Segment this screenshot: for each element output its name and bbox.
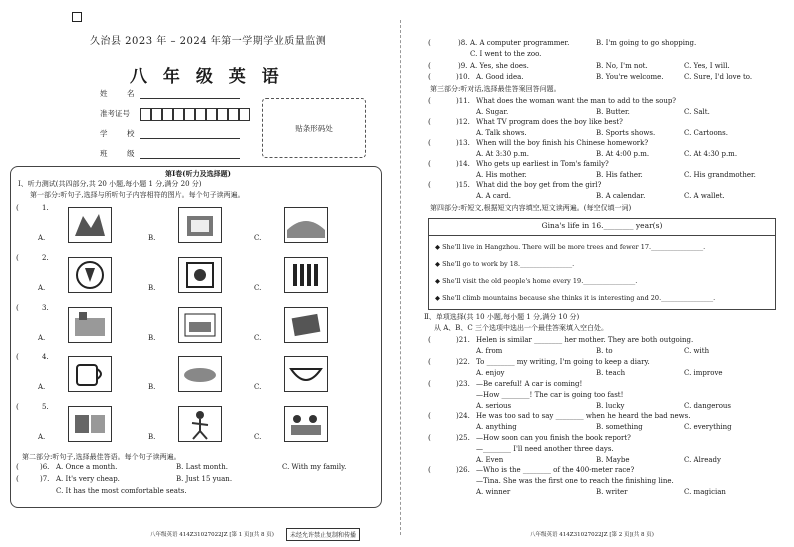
q4-option-b-label: B.: [148, 383, 156, 391]
part3-instruction: 第三部分:听对话,选择最佳答案回答问题。: [430, 85, 561, 93]
q23-option-c: C. dangerous: [684, 402, 732, 410]
q13-option-c: C. At 4:30 p.m.: [684, 150, 738, 158]
q12-answer-slot[interactable]: (: [428, 117, 431, 126]
q10-option-c: C. Sure, I'd love to.: [684, 73, 753, 81]
q23-option-b: B. lucky: [596, 402, 625, 410]
q4-option-a-picture[interactable]: [68, 356, 112, 392]
q3-option-a-label: A.: [38, 334, 46, 342]
q8-answer-slot[interactable]: (: [428, 38, 431, 47]
q24-option-a: A. anything: [476, 423, 517, 431]
q9-option-a: A. Yes, she does.: [470, 62, 529, 70]
q5-option-b-picture[interactable]: [178, 406, 222, 442]
q11-number: )11.: [456, 97, 470, 105]
q22-option-c: C. improve: [684, 369, 723, 377]
q4-option-a-label: A.: [38, 383, 46, 391]
q21-option-a: A. from: [476, 347, 503, 355]
q11-option-b: B. Butter.: [596, 108, 630, 116]
story-line-20: ◆ She'll climb mountains because she thinks it is interesting and 20.________________.: [435, 294, 716, 302]
q10-answer-slot[interactable]: (: [428, 72, 431, 81]
q6-number: )6.: [40, 463, 50, 471]
q6-option-b: B. Last month.: [176, 463, 228, 471]
q14-option-b: B. His father.: [596, 171, 643, 179]
q23-reply: —How ________! The car is going too fast!: [476, 391, 624, 399]
q15-question: What did the boy get from the girl?: [476, 181, 602, 189]
left-footer: 八年级英语 414Z31027022JZ [第 1 页](共 8 页): [150, 532, 274, 538]
story-title: Gina's life in 16.________ year(s): [541, 221, 663, 230]
exam-title: 久治县 2023 年 – 2024 年第一学期学业质量监测: [90, 36, 327, 47]
q12-number: )12.: [456, 118, 470, 126]
class-label: 班 级: [100, 149, 141, 158]
q9-answer-slot[interactable]: (: [428, 61, 431, 70]
q1-option-b-picture[interactable]: [178, 207, 222, 243]
q22-option-a: A. enjoy: [476, 369, 505, 377]
q23-answer-slot[interactable]: (: [428, 379, 431, 388]
q21-option-b: B. to: [596, 347, 613, 355]
q22-option-b: B. teach: [596, 369, 626, 377]
section2-instruction: 从 A、B、C 三个选项中选出一个最佳答案填入空白处。: [434, 324, 609, 332]
q24-option-b: B. something: [596, 423, 643, 431]
subject-title: 八 年 级 英 语: [130, 67, 284, 87]
q9-option-c: C. Yes, I will.: [684, 62, 730, 70]
q2-option-a-label: A.: [38, 284, 46, 292]
q5-option-b-label: B.: [148, 433, 156, 441]
q1-option-c-label: C.: [254, 234, 262, 242]
q15-answer-slot[interactable]: (: [428, 180, 431, 189]
q2-option-c-picture[interactable]: [284, 257, 328, 293]
q6-option-a: A. Once a month.: [56, 463, 118, 471]
q26-answer-slot[interactable]: (: [428, 465, 431, 474]
page-fold-line: [400, 20, 402, 535]
q26-reply: —Tina. She was the first one to reach the finishing line.: [476, 477, 674, 485]
part1-instruction: 第一部分:听句子,选择与所听句子内容相符的图片。每个句子读两遍。: [30, 191, 245, 199]
q15-option-a: A. A card.: [476, 192, 511, 200]
q26-option-b: B. writer: [596, 488, 628, 496]
q7-answer-slot[interactable]: (: [16, 474, 19, 483]
q11-option-c: C. Salt.: [684, 108, 710, 116]
q23-number: )23.: [456, 380, 470, 388]
q22-answer-slot[interactable]: (: [428, 357, 431, 366]
q12-option-a: A. Talk shows.: [476, 129, 527, 137]
q15-option-c: C. A wallet.: [684, 192, 725, 200]
q21-number: )21.: [456, 336, 470, 344]
q21-answer-slot[interactable]: (: [428, 335, 431, 344]
q7-option-b: B. Just 15 yuan.: [176, 475, 233, 483]
q1-option-c-picture[interactable]: [284, 207, 328, 243]
q3-option-a-picture[interactable]: [68, 307, 112, 343]
story-line-19: ◆ She'll visit the old people's home every 19.________________.: [435, 277, 638, 285]
q1-answer-slot[interactable]: (: [16, 203, 19, 212]
q23-question: —Be careful! A car is coming!: [476, 380, 583, 388]
q5-option-a-picture[interactable]: [68, 406, 112, 442]
q5-option-c-picture[interactable]: [284, 406, 328, 442]
q26-option-c: C. magician: [684, 488, 726, 496]
q8-option-c: C. I went to the zoo.: [470, 50, 542, 58]
story-fill-box: [428, 218, 776, 310]
q25-option-c: C. Already: [684, 456, 721, 464]
q14-question: Who gets up earliest in Tom's family?: [476, 160, 609, 168]
part4-instruction: 第四部分:听短文,根据短文内容填空,短文读两遍。(每空仅填一词): [430, 204, 632, 212]
class-field[interactable]: [140, 158, 240, 159]
q9-option-b: B. No, I'm not.: [596, 62, 648, 70]
copyright-stamp: 未经允许禁止复制和传播: [286, 528, 360, 541]
q3-answer-slot[interactable]: (: [16, 303, 19, 312]
q14-number: )14.: [456, 160, 470, 168]
q4-answer-slot[interactable]: (: [16, 352, 19, 361]
q3-option-c-picture[interactable]: [284, 307, 328, 343]
story-line-18: ◆ She'll go to work by 18.________________.: [435, 260, 575, 268]
q7-option-c: C. It has the most comfortable seats.: [56, 487, 187, 495]
section2-header: Ⅱ、单项选择(共 10 小题,每小题 1 分,满分 10 分): [424, 313, 580, 321]
q2-number: 2.: [42, 254, 49, 262]
story-line-17: ◆ She'll live in Hangzhou. There will be more trees and fewer 17.________________.: [435, 243, 706, 251]
q21-option-c: C. with: [684, 347, 710, 355]
q2-option-c-label: C.: [254, 284, 262, 292]
q24-option-c: C. everything: [684, 423, 732, 431]
q2-option-a-picture[interactable]: [68, 257, 112, 293]
q25-option-b: B. Maybe: [596, 456, 630, 464]
q3-number: 3.: [42, 304, 49, 312]
q24-answer-slot[interactable]: (: [428, 411, 431, 420]
q12-option-c: C. Cartoons.: [684, 129, 728, 137]
q3-option-b-label: B.: [148, 334, 156, 342]
q22-number: )22.: [456, 358, 470, 366]
q5-option-a-label: A.: [38, 433, 46, 441]
q6-answer-slot[interactable]: (: [16, 462, 19, 471]
q11-answer-slot[interactable]: (: [428, 96, 431, 105]
part2-instruction: 第二部分:听句子,选择最佳答语。每个句子读两遍。: [22, 453, 181, 461]
q10-option-b: B. You're welcome.: [596, 73, 664, 81]
q8-option-b: B. I'm going to go shopping.: [596, 39, 697, 47]
q23-option-a: A. serious: [476, 402, 512, 410]
q2-option-b-picture[interactable]: [178, 257, 222, 293]
registration-mark: [72, 12, 82, 22]
school-field[interactable]: [140, 138, 240, 139]
q15-number: )15.: [456, 181, 470, 189]
q25-number: )25.: [456, 434, 470, 442]
q3-option-c-label: C.: [254, 334, 262, 342]
q13-answer-slot[interactable]: (: [428, 138, 431, 147]
q5-number: 5.: [42, 403, 49, 411]
listening-header: Ⅰ、听力测试(共四部分,共 20 小题,每小题 1 分,满分 20 分): [18, 180, 202, 188]
q8-number: )8.: [458, 39, 468, 47]
q14-option-a: A. His mother.: [476, 171, 527, 179]
q3-option-b-picture[interactable]: [178, 307, 222, 343]
q21-question: Helen is similar ________ her mother. They are both outgoing.: [476, 336, 694, 344]
q26-option-a: A. winner: [476, 488, 511, 496]
q13-option-b: B. At 4:00 p.m.: [596, 150, 650, 158]
q1-number: 1.: [42, 204, 49, 212]
section1-title: 第Ⅰ卷(听力及选择题): [165, 169, 231, 178]
q4-option-c-picture[interactable]: [284, 356, 328, 392]
q4-option-b-picture[interactable]: [178, 356, 222, 392]
q26-number: )26.: [456, 466, 470, 474]
q13-option-a: A. At 3:30 p.m.: [476, 150, 529, 158]
q4-number: 4.: [42, 353, 49, 361]
exam-number-label: 准考证号: [100, 109, 130, 118]
q11-question: What does the woman want the man to add to the soup?: [476, 97, 677, 105]
q24-number: )24.: [456, 412, 470, 420]
q4-option-c-label: C.: [254, 383, 262, 391]
q12-option-b: B. Sports shows.: [596, 129, 656, 137]
q10-option-a: A. Good idea.: [476, 73, 524, 81]
q12-question: What TV program does the boy like best?: [476, 118, 623, 126]
q1-option-b-label: B.: [148, 234, 156, 242]
q6-option-c: C. With my family.: [282, 463, 347, 471]
q25-reply: —________ I'll need another three days.: [476, 445, 614, 453]
q5-answer-slot[interactable]: (: [16, 402, 19, 411]
q1-option-a-label: A.: [38, 234, 46, 242]
name-field[interactable]: [140, 98, 240, 99]
exam-number-boxes[interactable]: [140, 108, 250, 121]
q26-question: —Who is the ________ of the 400-meter race?: [476, 466, 635, 474]
q14-option-c: C. His grandmother.: [684, 171, 756, 179]
school-label: 学 校: [100, 129, 141, 138]
q7-number: )7.: [40, 475, 50, 483]
q10-number: )10.: [456, 73, 470, 81]
q2-answer-slot[interactable]: (: [16, 253, 19, 262]
q24-question: He was too sad to say ________ when he heard the bad news.: [476, 412, 691, 420]
q5-option-c-label: C.: [254, 433, 262, 441]
q7-option-a: A. It's very cheap.: [56, 475, 120, 483]
q2-option-b-label: B.: [148, 284, 156, 292]
q9-number: )9.: [458, 62, 468, 70]
q25-question: —How soon can you finish the book report?: [476, 434, 631, 442]
q8-option-a: A. A computer programmer.: [470, 39, 570, 47]
q15-option-b: B. A calendar.: [596, 192, 646, 200]
q25-option-a: A. Even: [476, 456, 504, 464]
q14-answer-slot[interactable]: (: [428, 159, 431, 168]
right-footer: 八年级英语 414Z31027022JZ [第 2 页](共 8 页): [530, 532, 654, 538]
q22-question: To ________ my writing, I'm going to keep a diary.: [476, 358, 650, 366]
q25-answer-slot[interactable]: (: [428, 433, 431, 442]
barcode-label: 贴条形码处: [295, 123, 333, 133]
barcode-area: [262, 98, 366, 158]
q13-question: When will the boy finish his Chinese homework?: [476, 139, 649, 147]
q1-option-a-picture[interactable]: [68, 207, 112, 243]
q13-number: )13.: [456, 139, 470, 147]
q11-option-a: A. Sugar.: [476, 108, 509, 116]
name-label: 姓 名: [100, 89, 141, 98]
